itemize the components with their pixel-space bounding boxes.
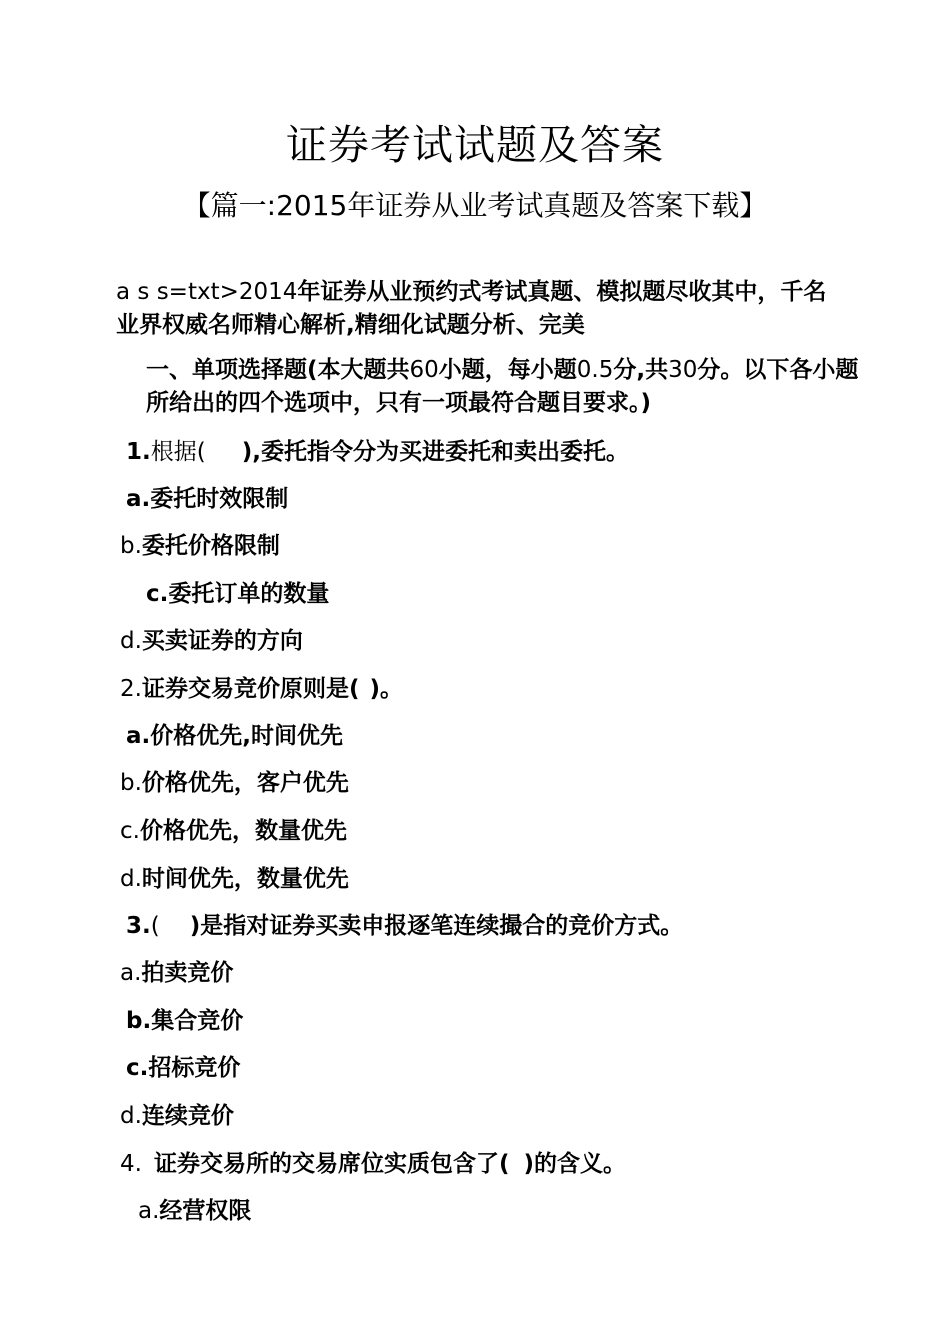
question-text: ( [150, 913, 160, 939]
option-1b [120, 531, 280, 561]
option-letter: d. [120, 628, 142, 654]
question-number: 2. [120, 676, 142, 702]
option-text: 拍卖竞价 [141, 960, 234, 986]
option-letter: b. [120, 533, 142, 559]
question-2 [120, 674, 403, 704]
option-2d [120, 864, 349, 894]
option-letter: a. [126, 486, 151, 512]
section-title-part: 分,共 [613, 357, 669, 383]
section-heading [116, 354, 866, 420]
section-total-points: 30 [668, 357, 698, 383]
option-1c [146, 579, 329, 609]
question-text: 根据( [150, 439, 206, 465]
option-letter: c. [120, 818, 140, 844]
option-4a [138, 1196, 251, 1226]
option-letter: b. [126, 1008, 152, 1034]
section-question-count: 60 [409, 357, 439, 383]
option-text: 委托时效限制 [150, 486, 289, 512]
option-letter: a. [120, 960, 142, 986]
option-1d [120, 626, 303, 656]
option-text: 时间优先，数量优先 [141, 866, 349, 892]
option-text: 招标竞价 [148, 1055, 241, 1081]
option-letter: c. [126, 1055, 149, 1081]
option-text: 集合竞价 [151, 1008, 244, 1034]
intro-prefix: a s s=txt>2014 [116, 279, 298, 305]
option-2b [120, 768, 349, 798]
option-letter: d. [120, 1103, 142, 1129]
question-text: 证券交易竞价原则是( [141, 676, 360, 702]
question-text: )是指对证券买卖申报逐笔连续撮合的竞价方式。 [189, 913, 684, 939]
question-1 [126, 437, 629, 467]
option-text: 价格优先，数量优先 [139, 818, 347, 844]
option-letter: d. [120, 866, 142, 892]
question-number: 3. [126, 913, 151, 939]
question-4 [120, 1149, 626, 1179]
question-text: ),委托指令分为买进委托和卖出委托。 [241, 439, 629, 465]
option-text: 买卖证券的方向 [141, 628, 303, 654]
option-3d [120, 1101, 234, 1131]
option-letter: b. [120, 770, 142, 796]
option-1a [126, 484, 288, 514]
section-title-part: 小题，每小题 [438, 357, 577, 383]
option-text: 委托订单的数量 [168, 581, 330, 607]
question-text: )。 [369, 676, 403, 702]
option-text: 价格优先，客户优先 [141, 770, 349, 796]
option-letter: a. [126, 723, 151, 749]
page-title: 证券考试试题及答案 [286, 121, 664, 169]
option-text: 连续竞价 [141, 1103, 234, 1129]
question-text: )的含义。 [523, 1151, 626, 1177]
option-2a [126, 721, 343, 751]
intro-body: 年证券从业预约式考试真题、模拟题尽收其中，千名业界权威名师精心解析,精细化试题分析、完美 [116, 279, 827, 338]
option-2c [120, 816, 347, 846]
section-title-part: 一、单项选择题(本大题共 [146, 357, 410, 383]
question-number: 4. [120, 1151, 142, 1177]
option-3b [126, 1006, 243, 1036]
question-text: 证券交易所的交易席位实质包含了( [153, 1151, 510, 1177]
section-points-each: 0.5 [576, 357, 614, 383]
question-number: 1. [126, 439, 151, 465]
option-letter: a. [138, 1198, 160, 1224]
page-subtitle: 【篇一:2015年证券从业考试真题及答案下载】 [182, 189, 768, 222]
intro-paragraph [116, 276, 836, 342]
option-text: 价格优先,时间优先 [150, 723, 344, 749]
option-letter: c. [146, 581, 169, 607]
option-3c [126, 1053, 240, 1083]
question-3 [126, 911, 683, 941]
section-title-part: 分。以下各小题所给出的四个选项中，只有一项最符合题目要求。) [146, 357, 859, 416]
option-text: 委托价格限制 [141, 533, 280, 559]
option-3a [120, 958, 233, 988]
option-text: 经营权限 [159, 1198, 252, 1224]
